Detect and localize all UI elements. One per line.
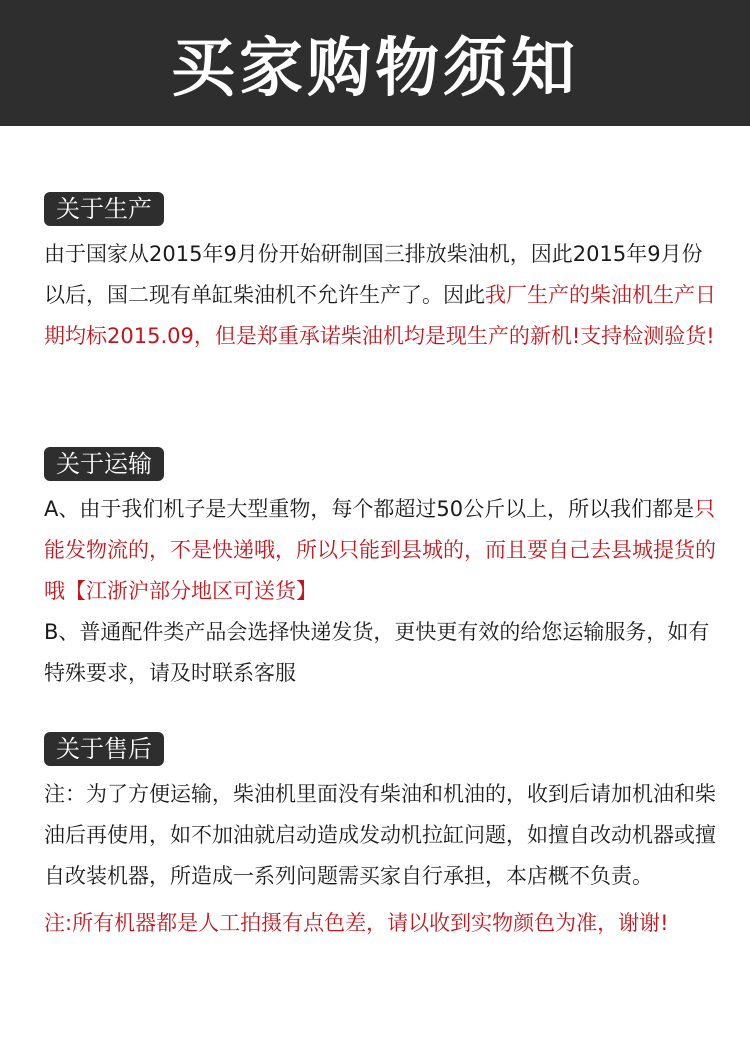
aftersales-note: 注：为了方便运输，柴油机里面没有柴油和机油的，收到后请加机油和柴油后再使用，如不加油就启动造成发动机拉缸问题，如擅自改动机器或擅自改装机器，所造成一系列问题需买家自行承担，本店概不负责。 <box>44 782 716 888</box>
production-text <box>44 234 720 357</box>
section-production <box>44 192 720 357</box>
shipping-a-red: 只能发物流的，不是快递哦，所以只能到县城的，而且要自己去县城提货的哦【江浙沪部分地区可送货】 <box>44 497 716 603</box>
page-title: 买家购物须知 <box>171 32 579 106</box>
section-label-aftersales: 关于售后 <box>44 732 164 766</box>
aftersales-note-red: 注:所有机器都是人工拍摄有点色差，请以收到实物颜色为准，谢谢! <box>44 911 669 935</box>
section-aftersales <box>44 732 720 944</box>
section-shipping <box>44 447 720 694</box>
shipping-a-normal: A、由于我们机子是大型重物，每个都超过50公斤以上，所以我们都是 <box>44 497 695 521</box>
production-text-normal: 由于国家从2015年9月份开始研制国三排放柴油机，因此2015年9月份以后，国二现有单缸柴油机不允许生产了。因此 <box>44 242 703 307</box>
header-banner <box>0 0 750 126</box>
shipping-text-a <box>44 489 720 612</box>
production-text-red: 我厂生产的柴油机生产日期均标2015.09，但是郑重承诺柴油机均是现生产的新机!支持检测验货! <box>44 283 716 348</box>
section-label-shipping: 关于运输 <box>44 447 164 481</box>
section-label-production: 关于生产 <box>44 192 164 226</box>
shipping-text-b: B、普通配件类产品会选择快递发货，更快更有效的给您运输服务，如有特殊要求，请及时联系客服 <box>44 620 710 685</box>
